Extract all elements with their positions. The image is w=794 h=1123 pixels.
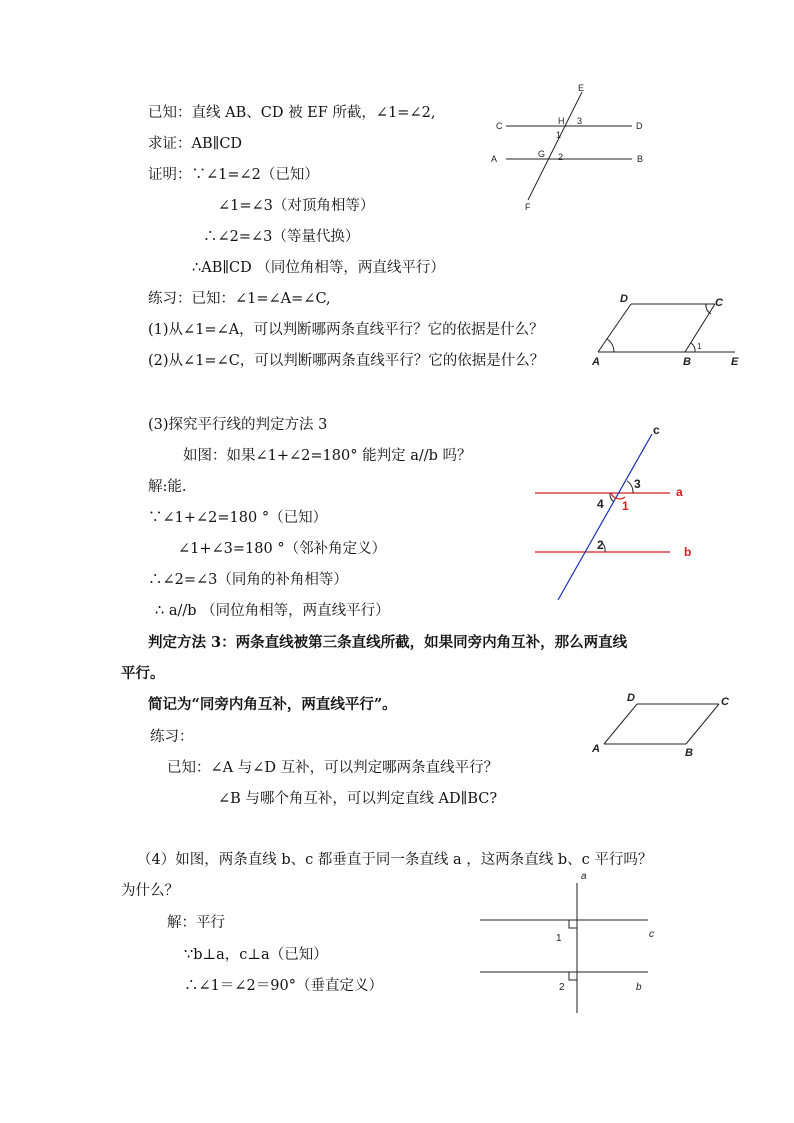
proof-step-2: ∠1=∠3（对顶角相等） <box>218 198 375 214</box>
label-c: c <box>649 929 654 940</box>
label-a: A <box>491 154 498 164</box>
label-a: A <box>592 743 600 755</box>
label-1: 1 <box>556 933 562 944</box>
label-1: 1 <box>697 342 702 351</box>
label-4: 4 <box>597 497 604 511</box>
label-f: F <box>525 202 531 212</box>
label-e: E <box>578 83 585 93</box>
label-a: A <box>592 356 600 368</box>
label-b: b <box>684 545 692 559</box>
section4-step-2: ∴∠1＝∠2＝90°（垂直定义） <box>184 978 383 994</box>
label-3: 3 <box>634 477 641 491</box>
label-3: 3 <box>577 116 583 126</box>
method3-line-2: 平行。 <box>121 665 165 682</box>
label-2: 2 <box>558 152 564 162</box>
exercise2-label: 练习： <box>150 729 194 745</box>
section3-answer: 解:能. <box>148 479 187 495</box>
label-2: 2 <box>597 538 604 552</box>
prove-statement: 求证：AB∥CD <box>148 136 243 152</box>
label-b: B <box>637 154 644 164</box>
section3-step-3: ∴∠2=∠3（同角的补角相等） <box>148 572 348 588</box>
label-d: D <box>620 293 628 305</box>
exercise1-q2: (2)从∠1=∠C，可以判断哪两条直线平行？它的依据是什么？ <box>148 353 545 369</box>
section4-step-1: ∵b⊥a，c⊥a（已知） <box>184 947 328 963</box>
label-a: a <box>676 485 683 499</box>
proof-step-3: ∴∠2=∠3（等量代换） <box>203 229 360 245</box>
exercise2-line-1: 已知：∠A 与∠D 互补，可以判定哪两条直线平行？ <box>167 760 499 776</box>
label-b: b <box>636 982 642 993</box>
section3-step-1: ∵∠1+∠2=180 °（已知） <box>148 510 328 526</box>
method3-short: 简记为“同旁内角互补，两直线平行”。 <box>148 696 397 713</box>
label-b: B <box>683 356 691 368</box>
label-1: 1 <box>622 499 629 513</box>
given-statement: 已知：直线 AB、CD 被 EF 所截，∠1=∠2, <box>148 105 436 121</box>
proof-step-4: ∴AB∥CD （同位角相等，两直线平行） <box>192 260 445 276</box>
section4-question-2: 为什么？ <box>121 883 179 899</box>
section4-question-1: （4）如图，两条直线 b、c 都垂直于同一条直线 a ，这两条直线 b、c 平行吗？ <box>137 852 653 868</box>
section3-heading: (3)探究平行线的判定方法 3 <box>148 417 328 433</box>
section3-question: 如图：如果∠1+∠2=180° 能判定 a//b 吗？ <box>183 448 472 464</box>
label-1: 1 <box>556 130 562 140</box>
label-c: C <box>721 696 729 708</box>
label-d: D <box>627 692 635 704</box>
method3-line-1: 判定方法 3：两条直线被第三条直线所截，如果同旁内角互补，那么两直线 <box>148 634 628 651</box>
label-c: C <box>496 121 503 131</box>
proof-step-1: 证明：∵∠1=∠2（已知） <box>148 167 319 183</box>
label-c: c <box>653 423 660 437</box>
section3-step-2: ∠1+∠3=180 °（邻补角定义） <box>178 541 387 557</box>
label-g: G <box>538 149 546 159</box>
exercise1-given: 练习：已知：∠1=∠A=∠C, <box>148 291 331 307</box>
label-b: B <box>685 747 693 759</box>
label-e: E <box>731 356 739 368</box>
exercise1-q1: (1)从∠1=∠A，可以判断哪两条直线平行？它的依据是什么？ <box>148 322 544 338</box>
label-a: a <box>581 871 587 882</box>
label-h: H <box>558 116 565 126</box>
label-2: 2 <box>559 982 565 993</box>
section3-step-4: ∴ a//b （同位角相等，两直线平行） <box>155 603 390 619</box>
label-c: C <box>715 297 723 309</box>
exercise2-line-2: ∠B 与哪个角互补，可以判定直线 AD∥BC? <box>218 791 498 807</box>
label-d: D <box>636 121 643 131</box>
section4-answer: 解：平行 <box>167 915 225 931</box>
